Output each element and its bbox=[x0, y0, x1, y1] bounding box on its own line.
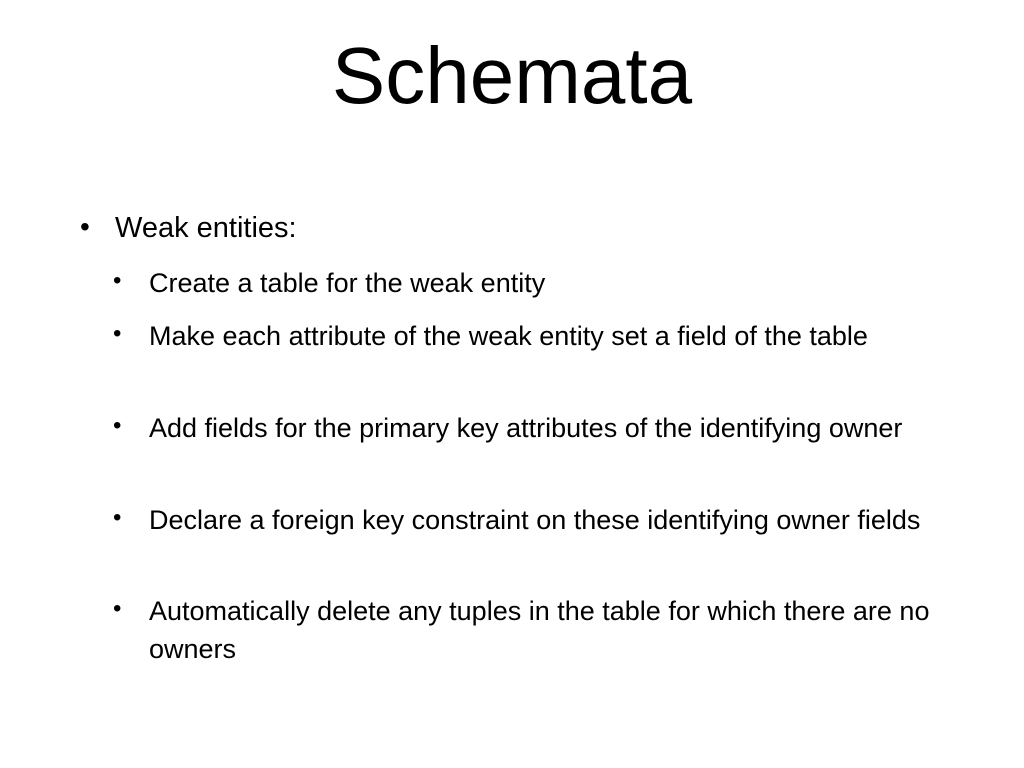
bullet-icon: • bbox=[113, 320, 122, 347]
sub-bullet-text: Make each attribute of the weak entity set a field of the table bbox=[149, 321, 868, 351]
bullet-icon: • bbox=[113, 412, 122, 439]
bullet-icon: • bbox=[80, 211, 90, 242]
sub-bullet-text: Add fields for the primary key attributes of the identifying owner bbox=[149, 413, 903, 443]
sub-bullet-text: Automatically delete any tuples in the table for which there are no owners bbox=[149, 596, 930, 664]
slide-title: Schemata bbox=[331, 31, 693, 120]
bullet-icon: • bbox=[113, 595, 122, 622]
main-bullet-text: Weak entities: bbox=[115, 212, 297, 244]
bullet-icon: • bbox=[113, 267, 122, 294]
bullet-icon: • bbox=[113, 504, 122, 531]
sub-bullet-text: Declare a foreign key constraint on these identifying owner fields bbox=[149, 505, 921, 535]
sub-bullet-text: Create a table for the weak entity bbox=[149, 268, 546, 298]
